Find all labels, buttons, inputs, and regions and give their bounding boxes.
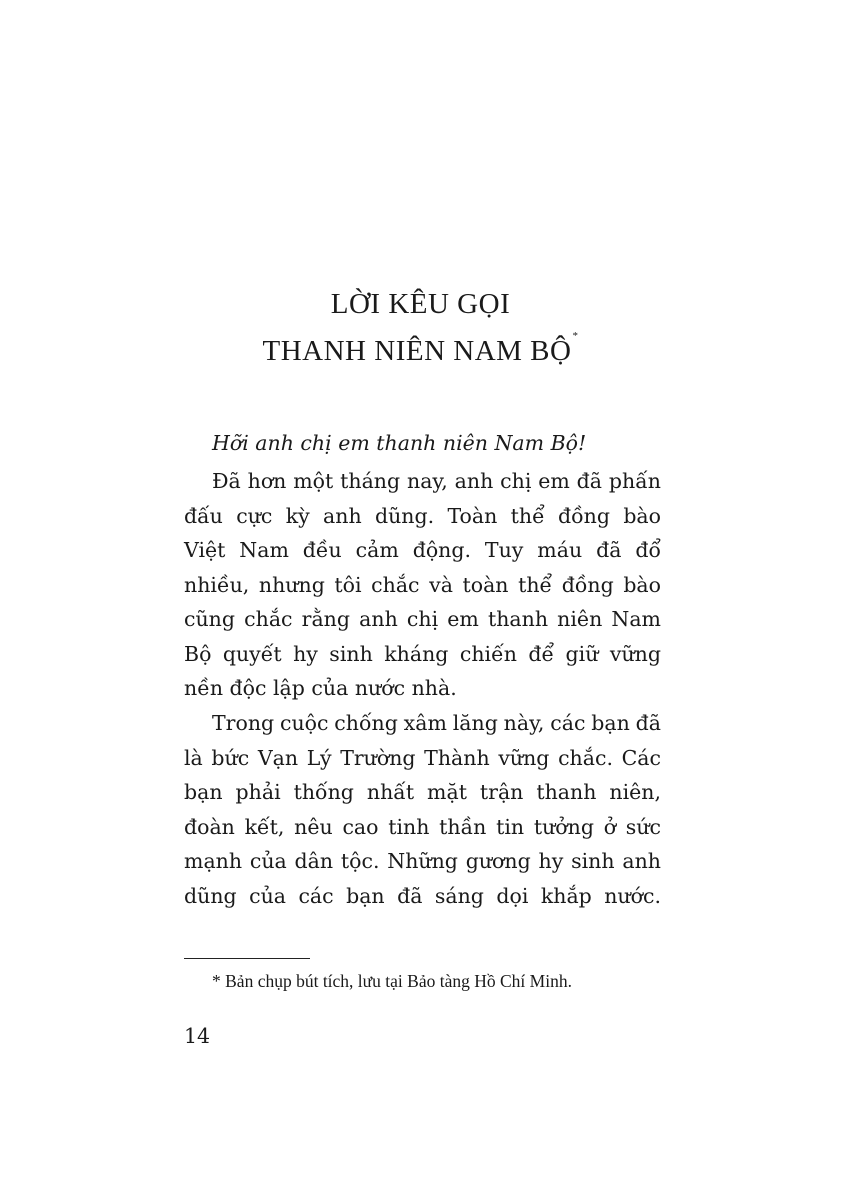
- footnote-marker: *: [572, 330, 579, 342]
- salutation: Hỡi anh chị em thanh niên Nam Bộ!: [212, 431, 587, 455]
- paragraph-2: [184, 706, 661, 913]
- paragraph-line: Trong cuộc chống xâm lăng này, các bạn đã: [212, 711, 661, 735]
- paragraph-line: nhiều, nhưng tôi chắc và toàn thể đồng bào: [184, 572, 661, 597]
- footnote: * Bản chụp bút tích, lưu tại Bảo tàng Hồ Chí Minh.: [212, 971, 572, 991]
- paragraph-line: nền độc lập của nước nhà.: [184, 676, 457, 700]
- paragraph-line: là bức Vạn Lý Trường Thành vững chắc. Các: [184, 745, 661, 770]
- paragraph-line: Việt Nam đều cảm động. Tuy máu đã đổ: [184, 538, 661, 562]
- page-number: 14: [184, 1024, 211, 1048]
- title-text-1: LỜI KÊU GỌI: [330, 288, 511, 320]
- paragraph-line: bạn phải thống nhất mặt trận thanh niên,: [184, 780, 661, 804]
- title-text-2: THANH NIÊN NAM BỘ: [262, 335, 572, 367]
- page-title-line-2: [0, 330, 841, 367]
- paragraph-line: đấu cực kỳ anh dũng. Toàn thể đồng bào: [184, 503, 661, 528]
- paragraph-line: cũng chắc rằng anh chị em thanh niên Nam: [184, 607, 661, 631]
- paragraph-line: mạnh của dân tộc. Những gương hy sinh anh: [184, 849, 661, 873]
- paragraph-line: Đã hơn một tháng nay, anh chị em đã phấn: [212, 469, 661, 493]
- page-title-line-1: [0, 290, 841, 319]
- paragraph-line: đoàn kết, nêu cao tinh thần tin tưởng ở sức: [184, 814, 661, 839]
- paragraph-line: dũng của các bạn đã sáng dọi khắp nước.: [184, 883, 661, 908]
- paragraph-line: Bộ quyết hy sinh kháng chiến để giữ vững: [184, 641, 661, 666]
- paragraph-1: [184, 464, 661, 706]
- footnote-divider: [184, 958, 310, 959]
